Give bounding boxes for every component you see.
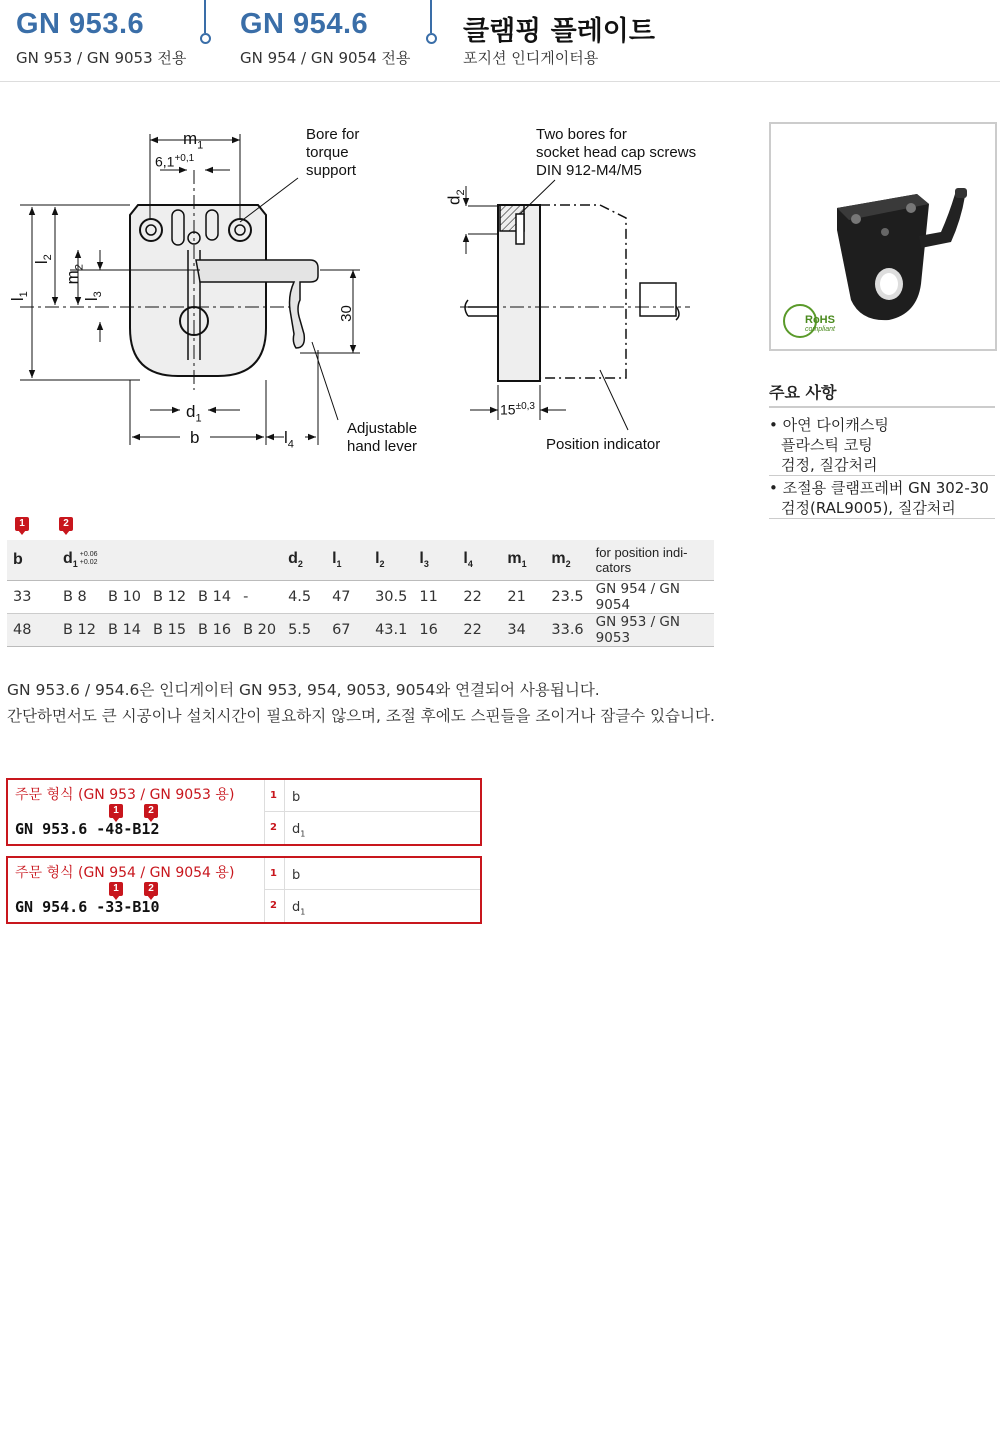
features-divider — [769, 475, 995, 476]
cell: 33.6 — [545, 614, 589, 647]
spec-table — [7, 540, 714, 647]
cell: 47 — [326, 581, 369, 614]
cell: 48 — [7, 614, 57, 647]
column-badge-2: 2 — [59, 517, 73, 531]
header-rule — [0, 81, 1000, 82]
cell: B 12 — [147, 581, 192, 614]
product-sub-2: GN 954 / GN 9054 전용 — [240, 49, 411, 67]
table-row — [7, 581, 714, 614]
order-code: GN 953.6 -48-B12 — [15, 820, 160, 838]
th-m1: $m_1$ — [501, 540, 545, 581]
cell: 21 — [501, 581, 545, 614]
dim-30: 30 — [337, 305, 355, 322]
order-badge-1: 1 — [109, 882, 123, 896]
label-position-indicator: Position indicator — [546, 436, 661, 453]
order-divider — [264, 889, 480, 890]
header-divider-1 — [204, 0, 206, 33]
th-m2: $m_2$ — [545, 540, 589, 581]
page-title: 클램핑 플레이트 — [463, 16, 655, 47]
cell: 11 — [413, 581, 457, 614]
dim-m1: $m_1$ — [183, 129, 204, 152]
product-sub-1: GN 953 / GN 9053 전용 — [16, 49, 187, 67]
features-title: 주요 사항 — [769, 383, 837, 402]
order-box-gn954 — [6, 856, 482, 924]
column-badge-1: 1 — [15, 517, 29, 531]
order-code: GN 954.6 -33-B10 — [15, 898, 160, 916]
features-bottom-rule — [769, 518, 995, 519]
table-header-row — [7, 540, 714, 581]
dim-l2: $l_2$ — [31, 254, 55, 265]
order-divider — [264, 858, 265, 922]
dim-d2-side: $d_2$ — [444, 189, 467, 205]
product-code-1: GN 953.6 — [16, 8, 145, 40]
dim-6-1: $6,1^{+0,1}$ — [155, 153, 195, 170]
order-box-gn953 — [6, 778, 482, 846]
th-l4: $l_4$ — [457, 540, 501, 581]
order-label: 주문 형식 (GN 953 / GN 9053 용) — [15, 787, 235, 803]
cell: 67 — [326, 614, 369, 647]
order-divider — [284, 858, 285, 922]
rohs-sub: compliant — [805, 326, 835, 333]
order-divider — [284, 780, 285, 844]
cell: B 12 — [57, 614, 102, 647]
page-subtitle: 포지션 인디게이터용 — [463, 49, 599, 67]
order-key-2: 2 — [270, 822, 277, 833]
cell: 33 — [7, 581, 57, 614]
order-key-1: 1 — [270, 868, 277, 879]
order-key-1: 1 — [270, 790, 277, 801]
header-divider-dot-1 — [200, 33, 211, 44]
cell: 5.5 — [282, 614, 326, 647]
cell: GN 954 / GN 9054 — [590, 581, 714, 614]
cell: B 15 — [147, 614, 192, 647]
cell: 30.5 — [369, 581, 413, 614]
order-key-2: 2 — [270, 900, 277, 911]
description: GN 953.6 / 954.6은 인디게이터 GN 953, 954, 9053, 9054와 연결되어 사용됩니다. 간단하면서도 큰 시공이나 설치시간이 필요하지 않으며, 조절 후에도 스핀들을 조이거나 잠글수 있습니다. — [7, 681, 715, 725]
order-val-2: $d_1$ — [292, 900, 306, 917]
order-badge-2: 2 — [144, 804, 158, 818]
dim-l3: $l_3$ — [81, 291, 105, 302]
header-divider-2 — [430, 0, 432, 33]
label-bore-torque: Bore for torque support — [306, 126, 360, 179]
order-divider — [264, 811, 480, 812]
cell: 16 — [413, 614, 457, 647]
dim-m2: $m_2$ — [62, 264, 86, 285]
header-divider-dot-2 — [426, 33, 437, 44]
cell: 23.5 — [545, 581, 589, 614]
cell: B 14 — [102, 614, 147, 647]
cell: B 8 — [57, 581, 102, 614]
th-l1: $l_1$ — [326, 540, 369, 581]
cell: 22 — [457, 614, 501, 647]
cell: 34 — [501, 614, 545, 647]
feature-item-1: • 아연 다이캐스팅 플라스틱 코팅 검정, 질감처리 — [769, 416, 889, 474]
cell: B 14 — [192, 581, 237, 614]
th-l2: $l_2$ — [369, 540, 413, 581]
product-code-2: GN 954.6 — [240, 8, 369, 40]
dim-15: $15^{\pm 0,3}$ — [500, 401, 535, 418]
dim-d1: $d_1$ — [186, 402, 202, 425]
label-two-bores: Two bores for socket head cap screws DIN 912-M4/M5 — [536, 126, 697, 179]
th-b: b — [7, 540, 57, 581]
order-badge-2: 2 — [144, 882, 158, 896]
order-val-1: b — [292, 790, 301, 805]
cell: GN 953 / GN 9053 — [590, 614, 714, 647]
label-adjustable-lever: Adjustable hand lever — [347, 420, 418, 455]
cell: B 16 — [192, 614, 237, 647]
cell: 4.5 — [282, 581, 326, 614]
th-l3: $l_3$ — [413, 540, 457, 581]
dim-b: b — [190, 428, 200, 447]
cell: - — [237, 581, 282, 614]
feature-item-2: • 조절용 클램프레버 GN 302-30 검정(RAL9005), 질감처리 — [769, 479, 989, 517]
dim-l1: $l_1$ — [7, 291, 31, 302]
order-divider — [264, 780, 265, 844]
th-for-position: for position indi- cators — [590, 540, 714, 581]
order-val-1: b — [292, 868, 301, 883]
cell: 22 — [457, 581, 501, 614]
cell: B 10 — [102, 581, 147, 614]
table-row — [7, 614, 714, 647]
rohs-label: RoHS — [805, 314, 835, 326]
th-d1: $d_1+0.06$ +0.02 — [57, 540, 282, 581]
order-val-2: $d_1$ — [292, 822, 306, 839]
dim-l4: $l_4$ — [284, 428, 294, 451]
cell: 43.1 — [369, 614, 413, 647]
cell: B 20 — [237, 614, 282, 647]
th-d2: $d_2$ — [282, 540, 326, 581]
order-badge-1: 1 — [109, 804, 123, 818]
features-rule — [769, 406, 995, 408]
order-label: 주문 형식 (GN 954 / GN 9054 용) — [15, 865, 235, 881]
product-photo — [769, 122, 997, 351]
